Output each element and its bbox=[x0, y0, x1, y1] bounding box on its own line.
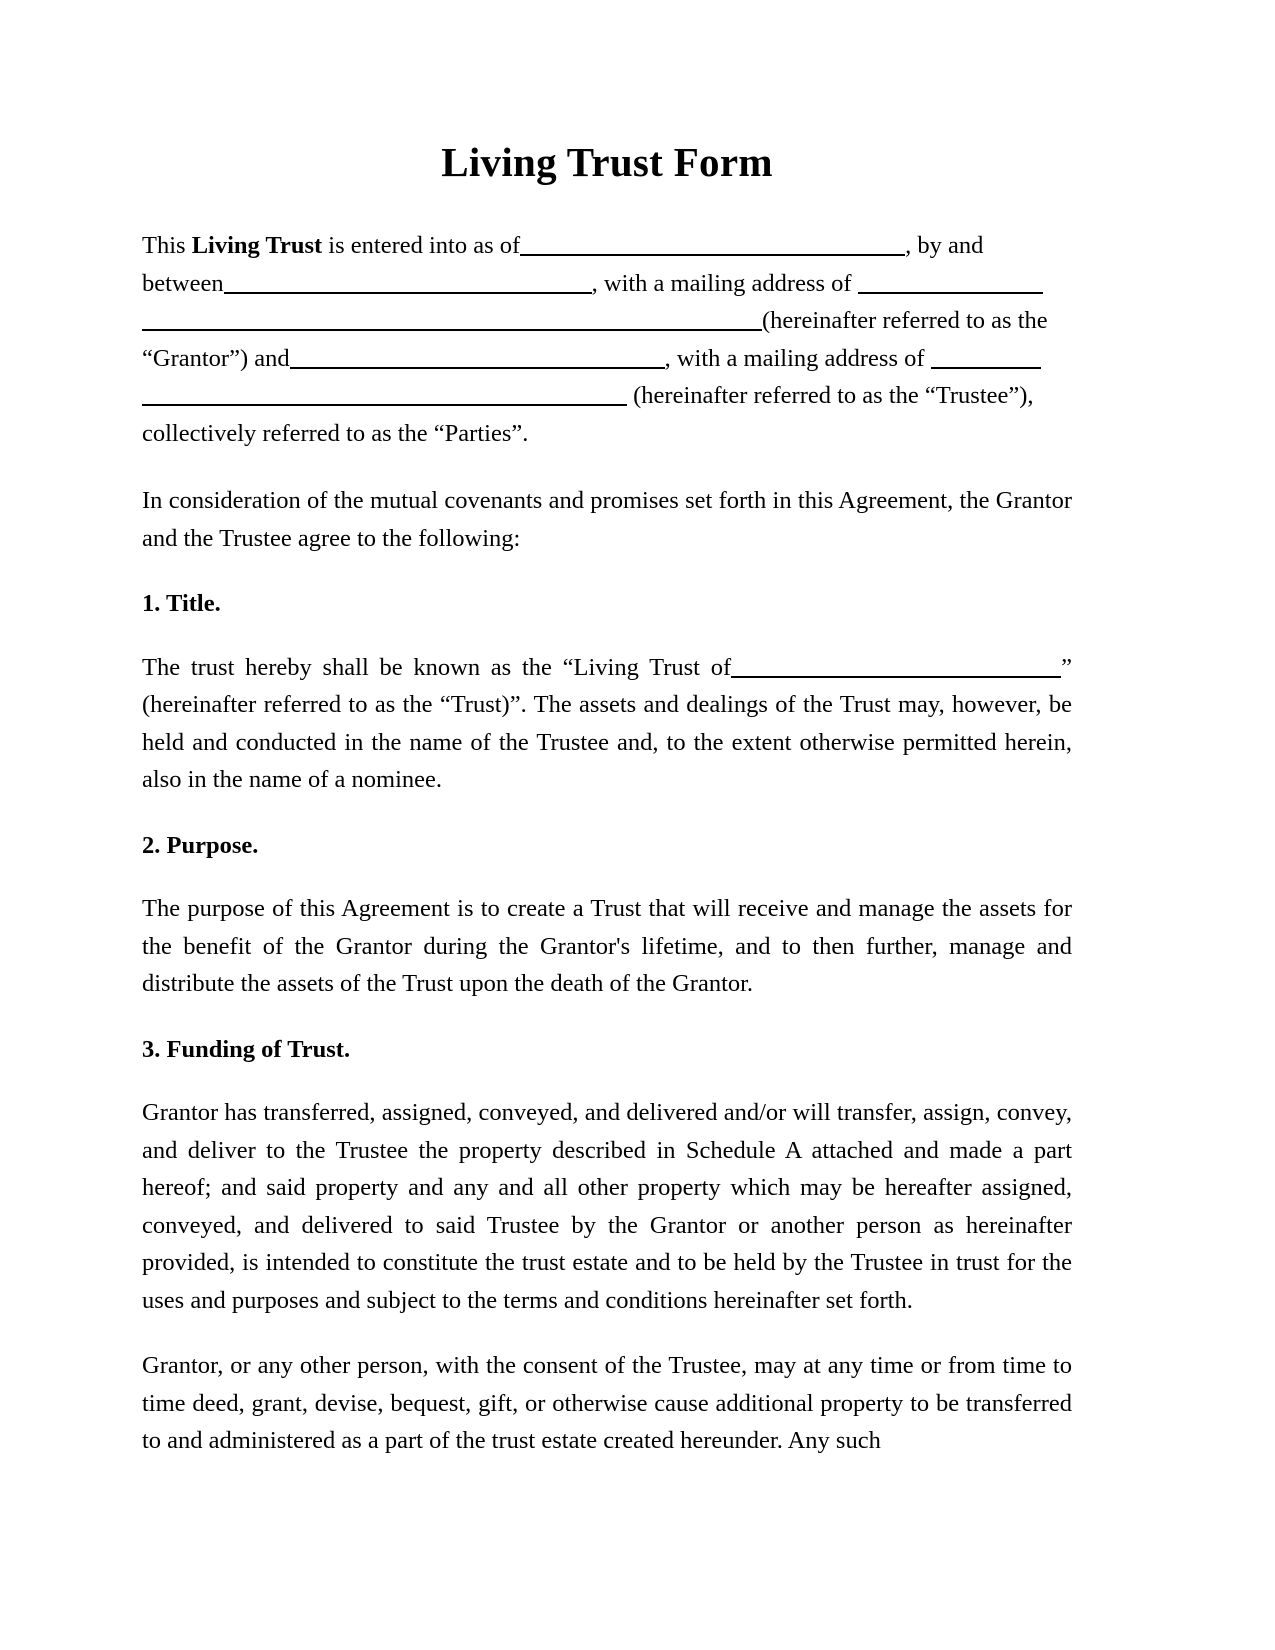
grantor-name-blank-field[interactable] bbox=[224, 270, 592, 294]
date-blank-field[interactable] bbox=[520, 232, 905, 256]
intro-paragraph bbox=[142, 227, 1072, 452]
intro-between-label: between bbox=[142, 269, 224, 297]
grantor-address-blank-field-a[interactable] bbox=[858, 270, 1043, 294]
intro-line-6 bbox=[142, 415, 1072, 453]
intro-line-1-text bbox=[142, 227, 983, 265]
document-content bbox=[142, 140, 1072, 1460]
page-title: Living Trust Form bbox=[441, 139, 773, 185]
intro-mailing-address-label-2: , with a mailing address of bbox=[664, 344, 925, 372]
intro-line-2-text bbox=[142, 265, 1043, 303]
intro-parties-label: collectively referred to as the “Parties”. bbox=[142, 419, 529, 447]
intro-grantor-and-label: “Grantor”) and bbox=[142, 344, 290, 372]
trust-name-suffix-label: ” (hereinafter referred to as the “Trust)”. The assets and dealings of the Trust may, however, be held and conducted in the name of the Trustee and, to the extent otherwise permitted herein, also in the name of a nominee. bbox=[142, 653, 1072, 794]
section-heading-purpose: 2. Purpose. bbox=[142, 831, 259, 859]
intro-hereinafter-trustee-label: (hereinafter referred to as the “Trustee”), bbox=[633, 382, 1034, 410]
consideration-paragraph: In consideration of the mutual covenants and promises set forth in this Agreement, the Grantor and the Trustee agree to the following: bbox=[142, 487, 1072, 552]
section-funding-paragraph-2: Grantor, or any other person, with the consent of the Trustee, may at any time or from time to time deed, grant, devise, bequest, gift, or otherwise cause additional property to be transferred to and administered as a part of the trust estate created hereunder. Any such bbox=[142, 1352, 1072, 1455]
section-title-paragraph bbox=[142, 649, 1072, 799]
section-heading-funding: 3. Funding of Trust. bbox=[142, 1035, 351, 1063]
intro-entered-into-label: is entered into as of bbox=[322, 232, 521, 260]
intro-by-and-label: , by and bbox=[905, 232, 984, 260]
intro-mailing-address-label-1: , with a mailing address of bbox=[591, 269, 852, 297]
intro-living-trust-bold: Living Trust bbox=[191, 232, 323, 260]
trustee-address-blank-field-a[interactable] bbox=[931, 345, 1041, 369]
intro-line-2 bbox=[142, 265, 1072, 303]
intro-line-5 bbox=[142, 377, 1072, 415]
trustee-address-blank-field-b[interactable] bbox=[142, 382, 627, 406]
grantor-address-blank-field-b[interactable] bbox=[142, 307, 762, 331]
intro-line-4 bbox=[142, 340, 1072, 378]
trustee-name-blank-field[interactable] bbox=[290, 345, 665, 369]
section-funding-paragraph-1: Grantor has transferred, assigned, conveyed, and delivered and/or will transfer, assign, convey, and deliver to the Trustee the property described in Schedule A attached and made a part hereof; and said property and any and all other property which may be hereafter assigned, conveyed, and delivered to said Trustee by the Grantor or another person as hereinafter provided, is intended to constitute the trust estate and to be held by the Trustee in trust for the uses and purposes and subject to the terms and conditions hereinafter set forth. bbox=[142, 1099, 1072, 1314]
section-heading-title: 1. Title. bbox=[142, 590, 221, 618]
trust-name-prefix-label: The trust hereby shall be known as the “Living Trust of bbox=[142, 653, 732, 681]
trust-name-blank-field[interactable] bbox=[731, 654, 1061, 678]
intro-hereinafter-grantor-label: (hereinafter referred to as the bbox=[762, 307, 1048, 335]
intro-line-1 bbox=[142, 227, 1072, 265]
intro-line-3 bbox=[142, 302, 1072, 340]
intro-this-label: This bbox=[142, 232, 192, 260]
section-purpose-paragraph: The purpose of this Agreement is to create a Trust that will receive and manage the assets for the benefit of the Grantor during the Grantor's lifetime, and to then further, manage and distribute the assets of the Trust upon the death of the Grantor. bbox=[142, 895, 1072, 998]
